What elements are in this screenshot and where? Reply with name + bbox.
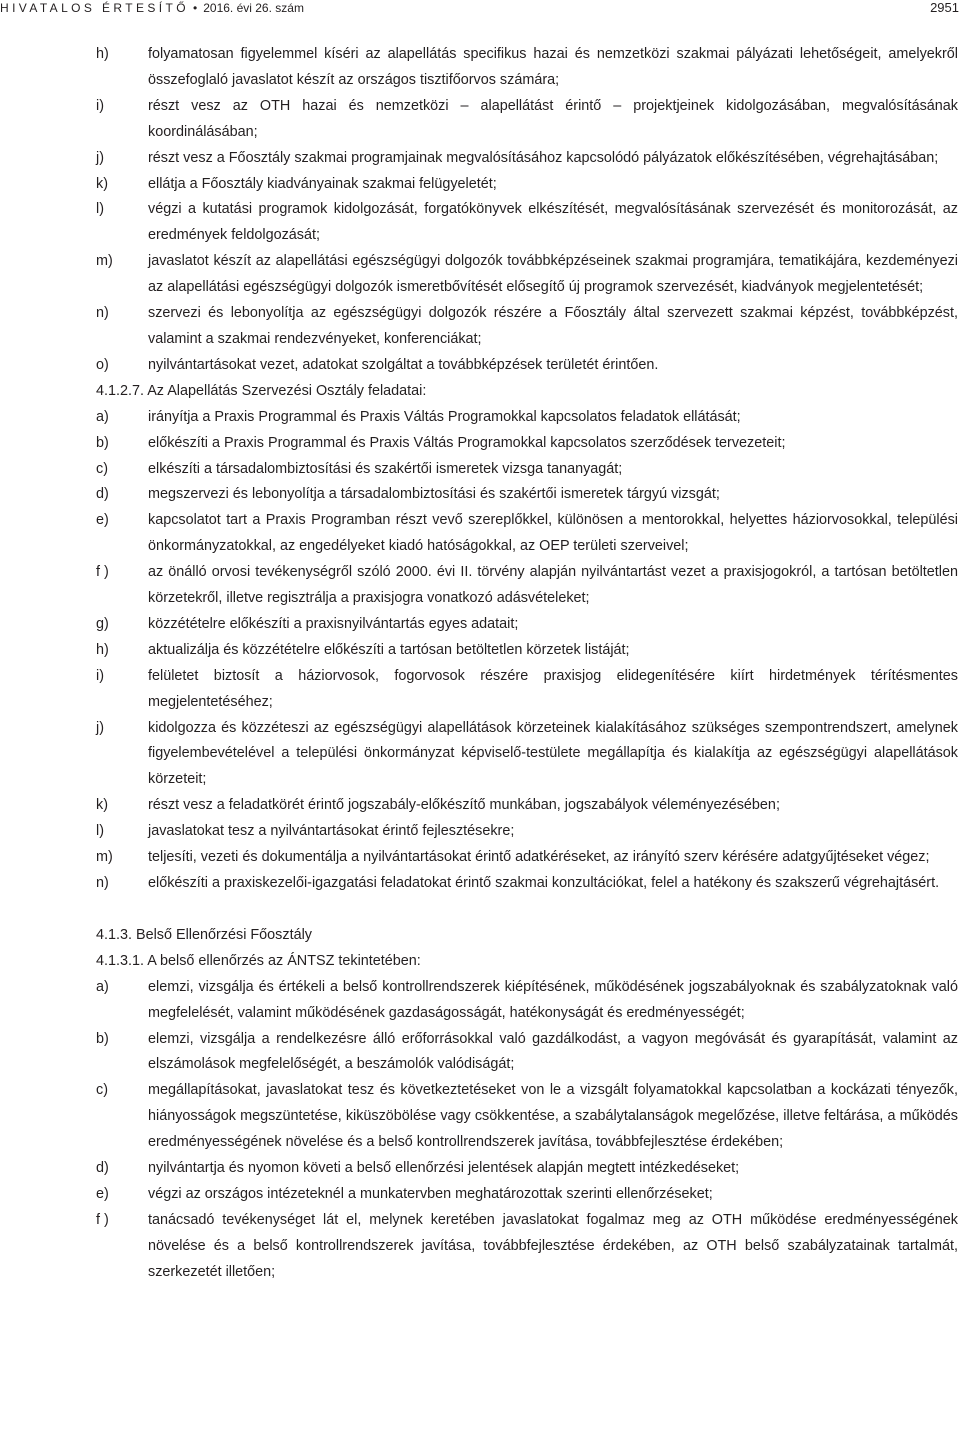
list-item-label: j) [96, 719, 104, 736]
document-body [96, 42, 958, 1286]
list-item [96, 845, 958, 871]
list-item-label: c) [96, 1082, 108, 1099]
list-item-text: javaslatot készít az alapellátási egészségügyi dolgozók továbbképzéseinek szakmai programjára, tematikájára, kezdeményezi az alapellátási egészségügyi dolgozók ismeretbővítését elősegítő új programok szervezését, kiadványok megjelentetését; [148, 253, 958, 296]
list-item-label: i) [96, 667, 104, 684]
list-item [96, 482, 958, 508]
list-item-label: l) [96, 823, 104, 840]
list-item [96, 42, 958, 94]
list-item-label: d) [96, 1160, 109, 1177]
journal-title: HIVATALOS ÉRTESÍTŐ [0, 1, 190, 15]
journal-title-line [0, 1, 304, 15]
issue-date: 2016. évi 26. szám [203, 1, 304, 15]
list-item-label: i) [96, 97, 104, 114]
list-item-text: az önálló orvosi tevékenységről szóló 2000. évi II. törvény alapján nyilvántartást vezet a praxisjogokról, a tartósan betöltetlen körzetekről, illetve regisztrálja a praxisjogra vonatkozó adásvételeket; [148, 564, 958, 607]
list-item [96, 793, 958, 819]
list-item-text: nyilvántartja és nyomon követi a belső ellenőrzési jelentések alapján megtett intézkedéseket; [148, 1160, 740, 1177]
list-item [96, 560, 958, 612]
list-item [96, 301, 958, 353]
list-item-text: elemzi, vizsgálja és értékeli a belső kontrollrendszerek kiépítésének, működésének jogszabályoknak és szabályzatoknak való megfelelését, valamint működésének gazdaságosságát, hatékonyságát és eredményességét; [148, 978, 958, 1021]
list-item-text: tanácsadó tevékenységet lát el, melynek keretében javaslatokat fogalmaz meg az OTH működése eredményességének növelése és a belső kontrollrendszerek javítása, továbbfejlesztése érdekében, az OTH belső szabályzatainak tartalmát, szerkezetét illetően; [148, 1211, 958, 1280]
list-item-label: k) [96, 797, 108, 814]
page-number: 2951 [930, 0, 959, 15]
list-item-text: irányítja a Praxis Programmal és Praxis Váltás Programokkal kapcsolatos feladatok ellátását; [148, 408, 741, 425]
list-item [96, 716, 958, 794]
section-heading: 4.1.3.1. A belső ellenőrzés az ÁNTSZ tekintetében: [96, 952, 421, 969]
list-item [96, 975, 958, 1027]
list-item-text: kidolgozza és közzéteszi az egészségügyi alapellátások körzeteinek kialakításához szükséges szempontrendszert, amelynek figyelembevételével a települési önkormányzat képviselő-testülete megállapítja és kialakítja az egészségügyi alapellátások körzeteit; [148, 719, 958, 788]
list-item [96, 405, 958, 431]
list-item [96, 664, 958, 716]
list-item [96, 353, 958, 379]
list-item [96, 1078, 958, 1156]
list-item-text: felületet biztosít a háziorvosok, fogorvosok részére praxisjog elidegenítésére kiírt hirdetmények térítésmentes megjelentetéséhez; [148, 667, 958, 710]
list-item-text: ellátja a Főosztály kiadványainak szakmai felügyeletét; [148, 175, 497, 192]
list-item-text: teljesíti, vezeti és dokumentálja a nyilvántartásokat érintő adatkéréseket, az irányító szerv kérésére adatgyűjtéseket végez; [148, 849, 930, 866]
list-item [96, 638, 958, 664]
list-item-label: l) [96, 201, 104, 218]
list-item [96, 1027, 958, 1079]
list-item-label: a) [96, 978, 109, 995]
list-item-text: részt vesz a feladatkörét érintő jogszabály-előkészítő munkában, jogszabályok véleményezésében; [148, 797, 780, 814]
list-item [96, 457, 958, 483]
list-item-label: d) [96, 486, 109, 503]
list-item [96, 249, 958, 301]
list-item-text: aktualizálja és közzétételre előkészíti a tartósan betöltetlen körzetek listáját; [148, 641, 630, 658]
list-item-label: j) [96, 149, 104, 166]
list-item-label: e) [96, 1185, 109, 1202]
list-item-label: o) [96, 356, 109, 373]
list-item [96, 1182, 958, 1208]
list-item-label: m) [96, 849, 113, 866]
list-item-text: elkészíti a társadalombiztosítási és szakértői ismeretek vizsga tananyagát; [148, 460, 623, 477]
list-item [96, 508, 958, 560]
list-item-text: nyilvántartásokat vezet, adatokat szolgáltat a továbbképzések területét érintően. [148, 356, 659, 373]
list-item-label: n) [96, 305, 109, 322]
list-item [96, 431, 958, 457]
list-item [96, 612, 958, 638]
page-header [0, 0, 960, 20]
list-item-label: f ) [96, 564, 109, 581]
list-item-label: b) [96, 434, 109, 451]
list-item [96, 146, 958, 172]
list-item-text: előkészíti a Praxis Programmal és Praxis Váltás Programokkal kapcsolatos szerződések tervezeteit; [148, 434, 786, 451]
list-item-text: megszervezi és lebonyolítja a társadalombiztosítási és szakértői ismeretek tárgyú vizsgát; [148, 486, 720, 503]
list-item [96, 94, 958, 146]
section-heading: 4.1.3. Belső Ellenőrzési Főosztály [96, 926, 312, 943]
list-item-text: közzétételre előkészíti a praxisnyilvántartás egyes adatait; [148, 615, 519, 632]
list-item-label: c) [96, 460, 108, 477]
list-item [96, 197, 958, 249]
list-item-label: n) [96, 875, 109, 891]
list-item-text: kapcsolatot tart a Praxis Programban részt vevő szereplőkkel, különösen a mentorokkal, helyettes háziorvosokkal, települési önkormányzatokkal, az engedélyeket kiadó hatóságokkal, az OEP területi szerveivel; [148, 512, 958, 555]
list-item-label: k) [96, 175, 108, 192]
list-item [96, 172, 958, 198]
list-item-text: elemzi, vizsgálja a rendelkezésre álló erőforrásokkal való gazdálkodást, a vagyon megóvását és gyarapítását, valamint az elszámolások megfelelőségét, a beszámolók valódiságát; [148, 1030, 958, 1073]
list-item-text: szervezi és lebonyolítja az egészségügyi dolgozók részére a Főosztály által szervezett szakmai képzést, továbbképzést, valamint a szakmai rendezvényeket, konferenciákat; [148, 305, 958, 347]
list-item-text: részt vesz a Főosztály szakmai programjainak megvalósításához kapcsolódó pályázatok előkészítésében, végrehajtásában; [148, 149, 939, 166]
list-item-text: előkészíti a praxiskezelői-igazgatási feladatokat érintő szakmai konzultációkat, felel a hatékony és szakszerű végrehajtásért. [148, 875, 940, 891]
list-item-label: a) [96, 408, 109, 425]
list-item-text: folyamatosan figyelemmel kíséri az alapellátás specifikus hazai és nemzetközi szakmai pályázati lehetőségeit, amelyekről összefoglaló javaslatot készít az országos tisztifőorvos számára; [148, 46, 958, 88]
list-item-label: f ) [96, 1211, 109, 1228]
list-item-text: javaslatokat tesz a nyilvántartásokat érintő fejlesztésekre; [148, 823, 515, 840]
section-heading: 4.1.2.7. Az Alapellátás Szervezési Osztály feladatai: [96, 382, 427, 399]
list-item-label: g) [96, 615, 109, 632]
header-bullet: • [193, 1, 198, 15]
list-item-text: végzi az országos intézeteknél a munkatervben meghatározottak szerinti ellenőrzéseket; [148, 1185, 713, 1202]
list-item-text: megállapításokat, javaslatokat tesz és következtetéseket von le a vizsgált folyamatokkal kapcsolatban a kockázati tényezők, hiányosságok megszüntetése, kiküszöbölése vagy csökkentése, a szabálytalanságok megelőzése, illetve feltárása, a működés eredményességének növelése és a belső kontrollrendszerek javítása, továbbfejlesztése érdekében; [148, 1082, 958, 1151]
list-item [96, 819, 958, 845]
section-spacer [96, 897, 958, 923]
list-item [96, 871, 958, 897]
list-item-label: h) [96, 641, 109, 658]
list-item-text: részt vesz az OTH hazai és nemzetközi – alapellátást érintő – projektjeinek kidolgozásában, megvalósításának koordinálásában; [148, 97, 958, 140]
list-item-label: h) [96, 46, 109, 62]
list-item-label: e) [96, 512, 109, 529]
list-item-text: végzi a kutatási programok kidolgozását, forgatókönyvek elkészítését, megvalósításának szervezését és monitorozását, az eredmények feldolgozását; [148, 201, 958, 244]
list-item [96, 1208, 958, 1286]
list-item-label: b) [96, 1030, 109, 1047]
list-item [96, 1156, 958, 1182]
list-item-label: m) [96, 253, 113, 270]
